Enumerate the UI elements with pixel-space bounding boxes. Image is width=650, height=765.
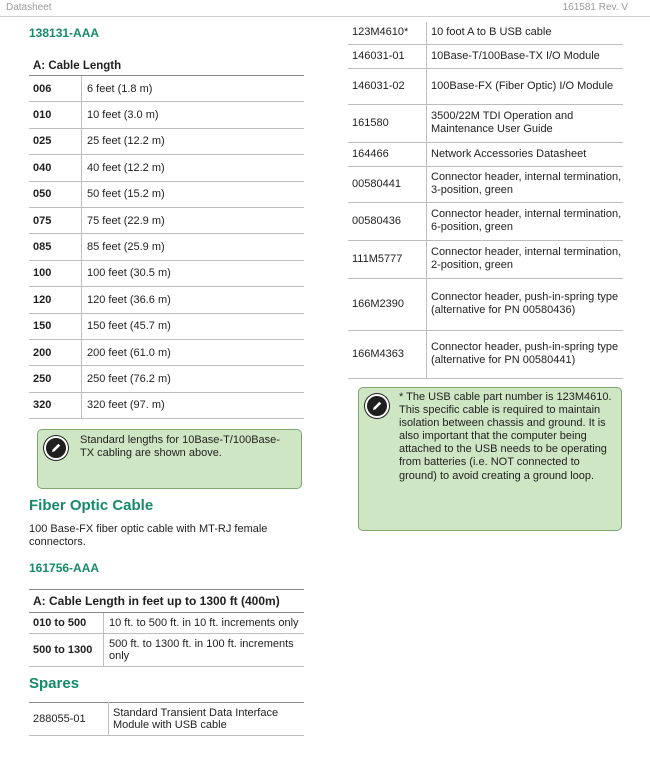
table-row <box>348 22 623 44</box>
row-desc: Connector header, internal termination, 2-position, green <box>427 240 624 278</box>
row-desc: 10 foot A to B USB cable <box>427 22 624 44</box>
row-desc: 50 feet (15.2 m) <box>82 181 305 207</box>
row-code: 050 <box>29 181 82 207</box>
row-code: 164466 <box>348 142 427 166</box>
row-code: 150 <box>29 313 82 339</box>
row-code: 111M5777 <box>348 240 427 278</box>
table-row <box>348 104 623 142</box>
table-row <box>29 339 304 365</box>
row-desc: 25 feet (12.2 m) <box>82 128 305 154</box>
fiber-title: Fiber Optic Cable <box>29 497 154 515</box>
row-desc: 10 feet (3.0 m) <box>82 102 305 128</box>
row-desc: Network Accessories Datasheet <box>427 142 624 166</box>
row-desc: Connector header, internal termination, 6-position, green <box>427 202 624 240</box>
table-row <box>29 260 304 286</box>
table-row <box>348 240 623 278</box>
row-desc: 75 feet (22.9 m) <box>82 207 305 233</box>
row-desc: Connector header, push-in-spring type (alternative for PN 00580441) <box>427 330 624 378</box>
row-code: 006 <box>29 76 82 102</box>
row-code: 123M4610* <box>348 22 427 44</box>
row-desc: 120 feet (36.6 m) <box>82 287 305 313</box>
fiber-description: 100 Base-FX fiber optic cable with MT-RJ female connectors. <box>29 523 268 549</box>
row-code: 288055-01 <box>29 703 109 736</box>
row-code: 166M2390 <box>348 278 427 330</box>
table-row <box>29 207 304 233</box>
row-desc: 85 feet (25.9 m) <box>82 234 305 260</box>
table-row <box>348 202 623 240</box>
row-desc: 150 feet (45.7 m) <box>82 313 305 339</box>
table-row <box>348 44 623 68</box>
row-code: 166M4363 <box>348 330 427 378</box>
row-desc: Connector header, internal termination, 3-position, green <box>427 166 624 202</box>
row-desc: 100 feet (30.5 m) <box>82 260 305 286</box>
spares-table <box>29 702 304 736</box>
parts-table <box>348 22 623 379</box>
cable-length-note <box>37 429 302 489</box>
row-code: 040 <box>29 155 82 181</box>
cable-part-number: 138131-AAA <box>29 26 100 40</box>
row-code: 320 <box>29 392 82 418</box>
table-row <box>29 234 304 260</box>
row-desc: 10 ft. to 500 ft. in 10 ft. increments only <box>104 613 305 634</box>
table-row <box>29 76 304 102</box>
header-left: Datasheet <box>6 2 52 13</box>
table-row <box>29 366 304 392</box>
fiber-part-number: 161756-AAA <box>29 561 100 576</box>
row-code: 100 <box>29 260 82 286</box>
fiber-length-table <box>29 589 304 667</box>
row-desc: 3500/22M TDI Operation and Maintenance User Guide <box>427 104 624 142</box>
page-header <box>0 0 650 17</box>
row-desc: 250 feet (76.2 m) <box>82 366 305 392</box>
note-text: Standard lengths for 10Base-T/100Base-TX cabling are shown above. <box>80 434 280 460</box>
table-row <box>29 613 304 634</box>
table-row <box>29 313 304 339</box>
row-desc: 10Base-T/100Base-TX I/O Module <box>427 44 624 68</box>
left-column <box>29 20 304 736</box>
fiber-table-title: A: Cable Length in feet up to 1300 ft (400m) <box>29 590 304 613</box>
row-code: 010 <box>29 102 82 128</box>
table-row <box>29 102 304 128</box>
row-code: 146031-01 <box>348 44 427 68</box>
row-code: 200 <box>29 339 82 365</box>
right-column <box>348 22 623 531</box>
row-code: 500 to 1300 <box>29 634 104 667</box>
cable-length-table <box>29 54 304 419</box>
row-desc: 6 feet (1.8 m) <box>82 76 305 102</box>
note-text: * The USB cable part number is 123M4610. This specific cable is required to maintain isolation between chassis and ground. It is also important that the computer being attached to the USB needs to be operating from batteries (i.e. NOT connected to ground) to avoid creating a ground loop. <box>399 390 612 482</box>
spares-title: Spares <box>29 675 80 693</box>
table-row <box>29 634 304 667</box>
table-row <box>29 128 304 154</box>
table-row <box>29 155 304 181</box>
row-code: 085 <box>29 234 82 260</box>
row-desc: 320 feet (97. m) <box>82 392 305 418</box>
row-desc: 100Base-FX (Fiber Optic) I/O Module <box>427 68 624 104</box>
row-code: 00580436 <box>348 202 427 240</box>
table-row <box>348 278 623 330</box>
row-desc: Connector header, push-in-spring type (alternative for PN 00580436) <box>427 278 624 330</box>
table-row <box>29 181 304 207</box>
table-row <box>29 287 304 313</box>
row-code: 010 to 500 <box>29 613 104 634</box>
row-desc: 200 feet (61.0 m) <box>82 339 305 365</box>
row-code: 120 <box>29 287 82 313</box>
table-row <box>29 392 304 418</box>
row-code: 00580441 <box>348 166 427 202</box>
row-code: 075 <box>29 207 82 233</box>
table-row <box>29 703 304 736</box>
pencil-icon <box>365 394 389 418</box>
usb-cable-note <box>358 387 622 531</box>
table-row <box>348 68 623 104</box>
row-code: 161580 <box>348 104 427 142</box>
row-code: 146031-02 <box>348 68 427 104</box>
table-row <box>348 166 623 202</box>
table-row <box>348 142 623 166</box>
pencil-icon <box>44 436 68 460</box>
row-desc: Standard Transient Data Interface Module with USB cable <box>109 703 305 736</box>
row-desc: 40 feet (12.2 m) <box>82 155 305 181</box>
cable-table-title: A: Cable Length <box>29 54 304 76</box>
row-code: 025 <box>29 128 82 154</box>
row-code: 250 <box>29 366 82 392</box>
table-row <box>348 330 623 378</box>
row-desc: 500 ft. to 1300 ft. in 100 ft. increments only <box>104 634 305 667</box>
header-right: 161581 Rev. V <box>562 2 628 13</box>
